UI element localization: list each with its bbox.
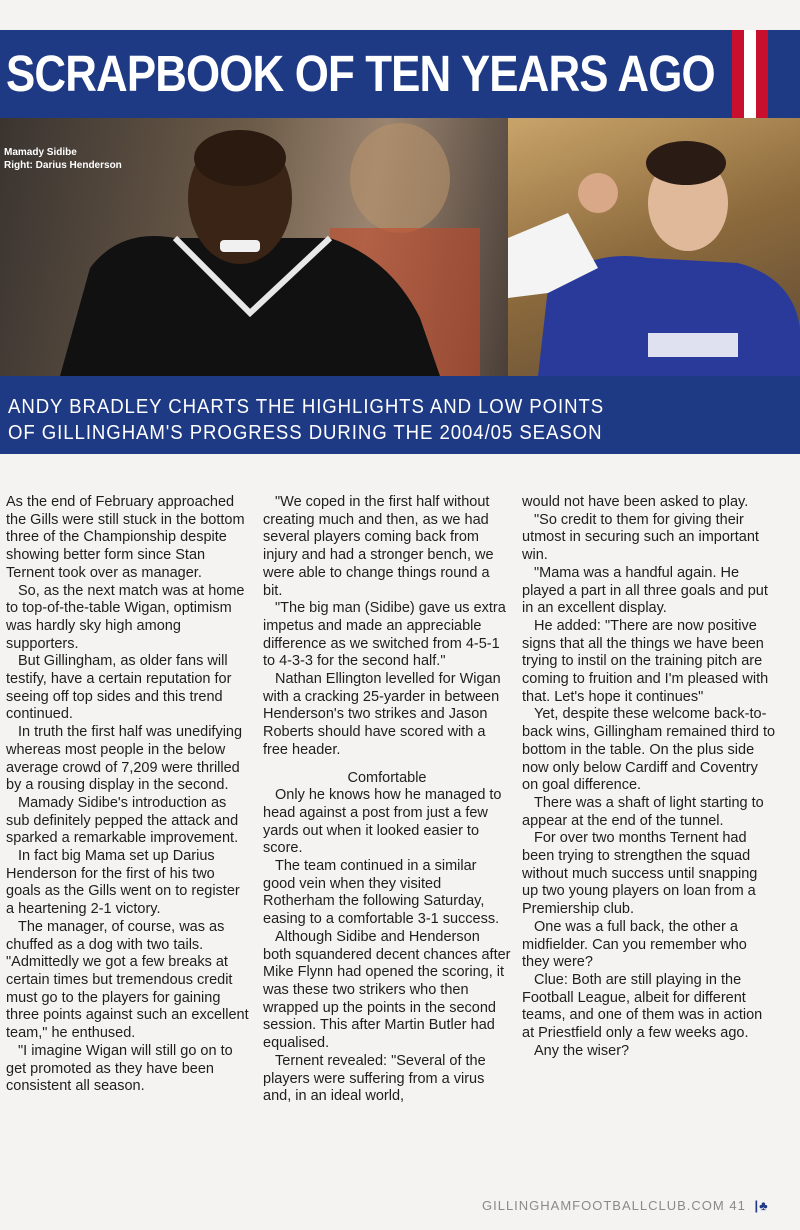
paragraph: There was a shaft of light starting to appear at the end of the tunnel. — [522, 794, 764, 829]
player-celebrating-icon — [508, 118, 800, 376]
header-banner — [0, 30, 800, 118]
standfirst-line-2: OF GILLINGHAM'S PROGRESS DURING THE 2004/05 SEASON — [8, 422, 603, 444]
paragraph: "Mama was a handful again. He played a part in all three goals and put in an excellent display. — [522, 564, 768, 617]
paragraph: Only he knows how he managed to head against a post from just a few yards out when it looked easier to score. — [263, 787, 502, 857]
stripe-decoration — [732, 30, 768, 118]
paragraph: "So credit to them for giving their utmost in securing such an important win. — [522, 511, 759, 564]
paragraph: "We coped in the first half without creating much and then, as we had several players coming back from injury and had a stronger bench, we were able to change things round a bit. — [263, 494, 494, 599]
page-footer — [482, 1198, 769, 1213]
paragraph: As the end of February approached the Gills were still stuck in the bottom three of the Championship despite showing better form since Stan Ternent took over as manager. — [6, 494, 245, 581]
paragraph: The team continued in a similar good vein when they visited Rotherham the following Saturday, easing to a comfortable 3-1 success. — [263, 858, 500, 928]
paragraph: One was a full back, the other a midfielder. Can you remember who they were? — [522, 918, 747, 971]
paragraph: For over two months Ternent had been trying to strengthen the squad without much success until snapping up two young players on loan from a Premiership club. — [522, 830, 758, 918]
paragraph: In truth the first half was unedifying whereas most people in the below average crowd of 7,209 were thrilled by a rousing display in the second. — [6, 724, 243, 794]
player-photo-icon — [0, 118, 508, 376]
article-column-2 — [263, 494, 511, 1106]
paragraph: Clue: Both are still playing in the Football League, albeit for different teams, and one of them was in action at Priestfield only a few weeks ago. — [522, 971, 763, 1042]
photo-caption — [4, 146, 122, 172]
paragraph: In fact big Mama set up Darius Henderson for the first of his two goals as the Gills went on to register a heartening 2-1 victory. — [6, 848, 240, 918]
caption-line-1: Mamady Sidibe — [4, 147, 77, 158]
paragraph: Ternent revealed: "Several of the players were suffering from a virus and, in an ideal world, — [263, 1052, 486, 1105]
paragraph: "I imagine Wigan will still go on to get promoted as they have been consistent all season. — [6, 1042, 233, 1095]
paragraph: Any the wiser? — [534, 1042, 630, 1059]
subheading: Comfortable — [347, 769, 427, 786]
club-crest-icon: |♣ — [754, 1198, 769, 1213]
standfirst-line-1: ANDY BRADLEY CHARTS THE HIGHLIGHTS AND LOW POINTS — [8, 396, 605, 418]
standfirst — [0, 376, 800, 454]
paragraph: The manager, of course, was as chuffed as a dog with two tails. "Admittedly we got a few breaks at certain times but tremendous credit must go to the players for gaining three points against such an excellent team," he enthused. — [6, 918, 249, 1042]
paragraph: But Gillingham, as older fans will testify, have a certain reputation for seeing off top sides and this trend continued. — [6, 653, 232, 723]
paragraph: "The big man (Sidibe) gave us extra impetus and made an appreciable difference as we switched from 4-5-1 to 4-3-3 for the second half." — [263, 600, 506, 670]
page-number: 41 — [729, 1198, 746, 1213]
paragraph: Yet, despite these welcome back-to-back wins, Gillingham remained third to bottom in the table. On the plus side now only below Cardiff and Coventry on goal difference. — [522, 706, 776, 794]
paragraph: Although Sidibe and Henderson both squandered decent chances after Mike Flynn had opened the scoring, it was these two strikers who then wrapped up the points in the second session. This after Martin Butler had equalised. — [263, 928, 511, 1052]
article-column-1 — [6, 494, 250, 1096]
footer-site: GILLINGHAMFOOTBALLCLUB.COM — [482, 1198, 725, 1213]
paragraph: Nathan Ellington levelled for Wigan with a cracking 25-yarder in between Henderson's two strikes and Jason Roberts should have scored with a free header. — [263, 671, 501, 758]
paragraph: He added: "There are now positive signs that all the things we have been trying to instil on the training pitch are coming to fruition and I'm pleased with that. Let's hope it continues" — [522, 617, 769, 705]
article-column-3 — [522, 494, 776, 1061]
photo-row — [0, 118, 800, 376]
paragraph: would not have been asked to play. — [522, 494, 749, 510]
page-title: SCRAPBOOK OF TEN YEARS AGO — [6, 45, 715, 102]
caption-line-2: Right: Darius Henderson — [4, 160, 122, 171]
paragraph: So, as the next match was at home to top-of-the-table Wigan, optimism was hardly sky high among supporters. — [6, 582, 245, 652]
paragraph: Mamady Sidibe's introduction as sub definitely pepped the attack and sparked a remarkable improvement. — [6, 794, 239, 847]
